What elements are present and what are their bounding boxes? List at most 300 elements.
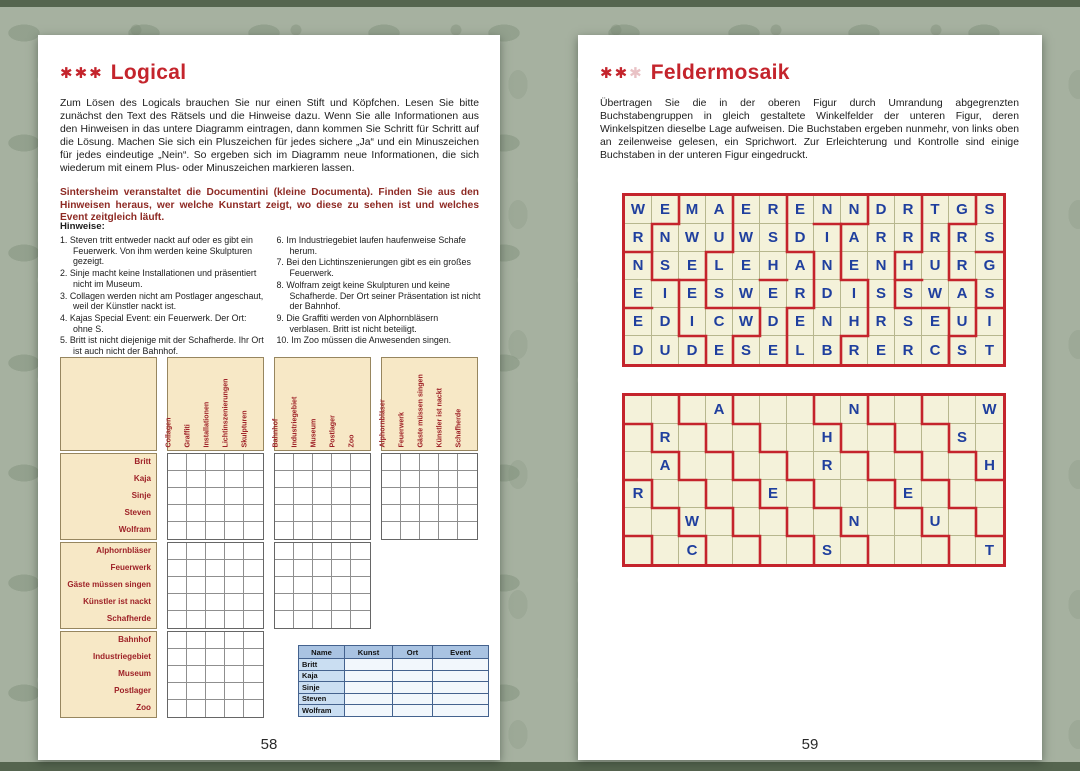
logic-grid-cells — [167, 453, 264, 540]
right-page — [578, 35, 1042, 760]
column-label — [347, 358, 370, 450]
logic-grid-cell — [187, 666, 206, 683]
solution-empty-cell — [433, 682, 489, 694]
upper-letter-grid — [622, 193, 1006, 367]
logic-grid-cell — [382, 488, 401, 505]
letter-cell — [868, 424, 895, 452]
logic-grid-cell — [313, 577, 332, 594]
letter-cell: S — [949, 336, 976, 364]
letter-cell: A — [706, 396, 733, 424]
column-label-text: Bahnhof — [271, 418, 280, 447]
logic-grid-cell — [244, 594, 263, 611]
letter-cell — [652, 480, 679, 508]
logic-grid-cell — [313, 594, 332, 611]
left-page-number: 58 — [260, 736, 278, 753]
row-label: Feuerwerk — [110, 563, 151, 572]
column-label-text: Gäste müssen singen — [416, 373, 425, 447]
letter-cell: D — [652, 308, 679, 336]
letter-cell — [625, 452, 652, 480]
letter-cell: I — [814, 224, 841, 252]
logic-grid-cell — [206, 611, 225, 628]
letter-cell: S — [814, 536, 841, 564]
logic-grid-cell — [206, 454, 225, 471]
logic-grid-cell — [187, 454, 206, 471]
logic-grid-cell — [206, 471, 225, 488]
letter-cell: N — [841, 396, 868, 424]
letter-cell: A — [706, 196, 733, 224]
solution-name-cell: Kaja — [299, 670, 345, 682]
logic-grid-cell — [332, 543, 351, 560]
logic-grid-cell — [313, 505, 332, 522]
lower-letter-grid — [622, 393, 1006, 567]
hints-columns — [60, 235, 481, 358]
letter-cell: E — [733, 252, 760, 280]
right-title-row — [600, 61, 790, 85]
logic-grid-cell — [187, 471, 206, 488]
letter-cell: N — [625, 252, 652, 280]
logic-grid-cell — [244, 454, 263, 471]
logic-grid-cell — [439, 471, 458, 488]
letter-cell: C — [706, 308, 733, 336]
letter-cell — [949, 480, 976, 508]
letter-cell — [841, 536, 868, 564]
column-label — [454, 358, 477, 450]
solution-header-cell: Kunst — [345, 646, 393, 659]
logic-grid-cell — [244, 543, 263, 560]
row-label: Schafherde — [106, 614, 151, 623]
logic-grid-cell — [244, 632, 263, 649]
logic-grid-cell — [458, 471, 477, 488]
solution-name-cell: Sinje — [299, 682, 345, 694]
logic-grid-cell — [206, 577, 225, 594]
logic-grid-cell — [275, 454, 294, 471]
letter-cell — [706, 536, 733, 564]
letter-cell: A — [787, 252, 814, 280]
logic-grid-cell — [351, 522, 370, 539]
hint-item: 6. Im Industriegebiet laufen haufenweise Schafe herum. — [276, 235, 466, 256]
logic-grid-cell — [275, 543, 294, 560]
letter-cell — [922, 452, 949, 480]
letter-cell: D — [814, 280, 841, 308]
star-icon: ✱ — [60, 65, 74, 82]
row-label: Alphornbläser — [96, 546, 151, 555]
feldermosaik-intro-text: Übertragen Sie die in der oberen Figur durch Umrandung abgegrenzten Buchstabengruppen in gleich gestaltete Winkelfelder der unteren Figur, deren Winkelspitzen dieselbe Lage aufweisen. Die Buchstaben ergeben nunmehr, von links oben an zeilenweise gelesen, ein Sprichwort. Zur Erleichterung und Kontrolle sind einige Buchstaben in der unteren Figur eingedruckt. — [600, 98, 1019, 162]
column-label-text: Graffiti — [183, 423, 192, 447]
letter-cell — [625, 536, 652, 564]
letter-cell — [949, 396, 976, 424]
logic-grid-cell — [275, 488, 294, 505]
logic-grid-cell — [294, 522, 313, 539]
logic-grid-cell — [420, 471, 439, 488]
letter-cell — [841, 452, 868, 480]
row-label: Steven — [124, 508, 151, 517]
letter-cell: E — [652, 196, 679, 224]
row-label: Museum — [118, 669, 151, 678]
letter-cell — [760, 508, 787, 536]
star-icon: ✱ — [600, 65, 614, 82]
letter-cell: E — [760, 336, 787, 364]
logic-grid-cell — [244, 666, 263, 683]
logic-grid-cell — [225, 471, 244, 488]
logic-grid-cell — [244, 560, 263, 577]
logic-grid-cell — [294, 594, 313, 611]
logic-grid-cell — [401, 505, 420, 522]
column-label-text: Museum — [309, 418, 318, 447]
logic-grid-column-labels — [271, 357, 371, 451]
column-label-text: Collagen — [164, 417, 173, 447]
solution-row — [299, 659, 489, 671]
logic-grid-cell — [275, 505, 294, 522]
solution-empty-cell — [433, 705, 489, 717]
logic-grid-cell — [332, 522, 351, 539]
star-icon: ✱ — [89, 65, 103, 82]
letter-cell — [760, 424, 787, 452]
logic-grid-cell — [168, 594, 187, 611]
solution-empty-cell — [393, 693, 433, 705]
letter-cell: E — [787, 308, 814, 336]
logic-grid-cell — [439, 454, 458, 471]
logic-grid-cell — [275, 471, 294, 488]
logic-grid-cells — [274, 542, 371, 629]
letter-cell — [841, 480, 868, 508]
right-page-number: 59 — [801, 736, 819, 753]
row-label: Postlager — [114, 686, 151, 695]
left-page-title: Logical — [110, 61, 187, 84]
row-labels — [60, 542, 157, 629]
logic-grid-cell — [275, 611, 294, 628]
left-title-row — [60, 61, 186, 85]
bottom-border-strip — [0, 762, 1080, 771]
logic-grid-cell — [244, 649, 263, 666]
logic-grid-cell — [187, 611, 206, 628]
column-label-text: Postlager — [328, 414, 337, 447]
logic-grid-cell — [225, 594, 244, 611]
logic-grid-cell — [313, 560, 332, 577]
logic-grid-cell — [225, 666, 244, 683]
letter-cell — [922, 424, 949, 452]
letter-cell: R — [949, 252, 976, 280]
letter-cell — [652, 396, 679, 424]
logic-grid-cell — [244, 522, 263, 539]
logic-grid-header-row — [60, 357, 478, 451]
letter-cell: U — [922, 508, 949, 536]
logic-grid-cell — [244, 488, 263, 505]
logic-grid-cell — [294, 471, 313, 488]
solution-empty-cell — [393, 705, 433, 717]
letter-cell — [733, 508, 760, 536]
logic-grid-cell — [351, 560, 370, 577]
letter-cell: R — [895, 224, 922, 252]
letter-cell: N — [868, 252, 895, 280]
letter-cell: R — [868, 308, 895, 336]
column-label — [240, 358, 263, 450]
logic-grid-cell — [458, 454, 477, 471]
logic-grid-cell — [401, 471, 420, 488]
letter-cell — [733, 536, 760, 564]
column-label-text: Schafherde — [454, 408, 463, 447]
letter-cell: H — [895, 252, 922, 280]
logic-grid-column-labels — [378, 357, 478, 451]
letter-cell: S — [895, 308, 922, 336]
letter-cell — [814, 396, 841, 424]
letter-cell — [787, 452, 814, 480]
letter-cell: E — [787, 196, 814, 224]
logic-grid-cell — [313, 488, 332, 505]
logic-grid-cell — [439, 522, 458, 539]
logic-grid-cell — [332, 577, 351, 594]
letter-cell — [814, 480, 841, 508]
letter-cell: L — [787, 336, 814, 364]
letter-cell: N — [841, 508, 868, 536]
solution-empty-cell — [393, 659, 433, 671]
logic-grid-cell — [420, 505, 439, 522]
solution-row — [299, 705, 489, 717]
letter-cell — [868, 536, 895, 564]
logic-grid-cell — [332, 505, 351, 522]
letter-cell — [868, 480, 895, 508]
letter-cell: S — [868, 280, 895, 308]
letter-cell — [733, 396, 760, 424]
letter-cell: W — [625, 196, 652, 224]
letter-cell: C — [922, 336, 949, 364]
solution-header-cell: Ort — [393, 646, 433, 659]
logic-grid-cell — [225, 649, 244, 666]
column-label-text: Alphornbläser — [378, 398, 387, 447]
logic-grid-cell — [332, 488, 351, 505]
letter-cell: W — [922, 280, 949, 308]
logic-grid-cell — [458, 522, 477, 539]
letter-cell — [652, 508, 679, 536]
logic-grid-cell — [225, 577, 244, 594]
logic-grid-cell — [294, 543, 313, 560]
logic-grid-cell — [206, 522, 225, 539]
letter-cell: W — [976, 396, 1003, 424]
letter-cell: S — [895, 280, 922, 308]
logic-grid-cell — [244, 471, 263, 488]
letter-cell — [733, 452, 760, 480]
logic-grid-cell — [225, 505, 244, 522]
logic-grid-cell — [187, 700, 206, 717]
solution-empty-cell — [345, 705, 393, 717]
logic-grid-cell — [351, 454, 370, 471]
letter-cell: R — [895, 196, 922, 224]
letter-cell — [706, 424, 733, 452]
letter-cell — [949, 536, 976, 564]
letter-cell: E — [625, 280, 652, 308]
row-label: Künstler ist nackt — [83, 597, 151, 606]
letter-cell: U — [706, 224, 733, 252]
letter-cell: A — [652, 452, 679, 480]
logic-grid-cell — [401, 454, 420, 471]
letter-cell: W — [679, 508, 706, 536]
logic-grid-cell — [313, 471, 332, 488]
logic-grid-cell — [187, 594, 206, 611]
difficulty-stars — [600, 64, 643, 82]
logic-grid-cell — [225, 560, 244, 577]
solution-table — [298, 645, 489, 717]
row-label: Wolfram — [118, 525, 151, 534]
letter-cell: E — [679, 252, 706, 280]
logic-grid-cell — [225, 632, 244, 649]
logical-intro-text: Zum Lösen des Logicals brauchen Sie nur einen Stift und Köpfchen. Lesen Sie bitte zunächst den Text des Rätsels und die Hinweise dazu. Wenn Sie alle Informationen aus den Hinweisen in das untere Diagramm eintragen, dann kommen Sie Schritt für Schritt auf die Lösung. Machen Sie sich ein Pluszeichen für jedes sichere „Ja“ und ein Minuszeichen für jedes eindeutige „Nein“. So ergeben sich im Diagramm neue Informationen, die sich wiederum mit einem Plus- oder Minuszeichen markieren lassen. — [60, 98, 479, 175]
logic-grid-cell — [206, 632, 225, 649]
letter-cell: D — [787, 224, 814, 252]
column-label-text: Feuerwerk — [397, 411, 406, 447]
logic-grid-cell — [206, 505, 225, 522]
logic-grid-cells — [381, 453, 478, 540]
letter-cell: R — [625, 480, 652, 508]
letter-cell: R — [814, 452, 841, 480]
letter-cell — [733, 424, 760, 452]
letter-cell: R — [895, 336, 922, 364]
letter-cell: R — [625, 224, 652, 252]
letter-cell: I — [976, 308, 1003, 336]
top-border-strip — [0, 0, 1080, 7]
letter-cell: U — [652, 336, 679, 364]
row-label: Sinje — [131, 491, 151, 500]
logic-grid-cell — [206, 543, 225, 560]
right-page-title: Feldermosaik — [650, 61, 790, 84]
logic-grid-cell — [225, 454, 244, 471]
letter-cell: A — [949, 280, 976, 308]
letter-cell: E — [760, 280, 787, 308]
logic-grid-cell — [351, 577, 370, 594]
logic-grid-cell — [275, 560, 294, 577]
solution-empty-cell — [433, 670, 489, 682]
logic-grid-cell — [294, 611, 313, 628]
solution-empty-cell — [345, 659, 393, 671]
logic-grid-cell — [382, 522, 401, 539]
logic-grid-cell — [187, 560, 206, 577]
logic-grid-cell — [244, 700, 263, 717]
logic-grid-cell — [225, 522, 244, 539]
letter-cell: R — [868, 224, 895, 252]
logic-grid-cell — [351, 594, 370, 611]
letter-cell — [760, 452, 787, 480]
letter-cell — [652, 536, 679, 564]
logic-grid-cell — [206, 649, 225, 666]
hint-item: 5. Britt ist nicht diejenige mit der Schafherde. Ihr Ort ist auch nicht der Bahnhof. — [60, 335, 264, 357]
logic-grid-cells — [167, 542, 264, 629]
logic-grid-cell — [168, 611, 187, 628]
logic-grid-cell — [275, 577, 294, 594]
solution-name-cell: Steven — [299, 693, 345, 705]
letter-cell — [760, 396, 787, 424]
column-label-text: Skulpturen — [240, 409, 249, 447]
logic-grid-cell — [168, 632, 187, 649]
letter-cell: S — [949, 424, 976, 452]
letter-cell: E — [625, 308, 652, 336]
logic-grid-cell — [420, 522, 439, 539]
row-label: Kaja — [133, 474, 151, 483]
logic-grid-cells — [274, 453, 371, 540]
left-page — [38, 35, 500, 760]
star-icon: ✱ — [74, 65, 89, 82]
letter-cell: R — [949, 224, 976, 252]
column-label-text: Lichtinszenierungen — [221, 378, 230, 447]
letter-cell — [868, 452, 895, 480]
logic-grid-cell — [351, 471, 370, 488]
letter-cell: D — [760, 308, 787, 336]
logic-grid-cell — [382, 454, 401, 471]
letter-cell — [733, 480, 760, 508]
logic-grid-cell — [332, 454, 351, 471]
letter-cell: E — [760, 480, 787, 508]
logic-grid-cell — [244, 683, 263, 700]
letter-cell: H — [976, 452, 1003, 480]
hint-item: 4. Kajas Special Event: ein Feuerwerk. Der Ort: ohne S. — [60, 312, 247, 334]
letter-cell: D — [625, 336, 652, 364]
logic-grid-corner — [60, 357, 157, 451]
hints-column-2 — [277, 235, 482, 358]
solution-empty-cell — [345, 682, 393, 694]
logic-grid-cell — [168, 505, 187, 522]
letter-cell: T — [984, 341, 995, 359]
logic-grid-cell — [439, 488, 458, 505]
hint-item: 10. Im Zoo müssen die Anwesenden singen. — [276, 335, 452, 346]
logic-grid-cell — [439, 505, 458, 522]
logic-grid-cell — [313, 543, 332, 560]
star-icon: ✱ — [614, 65, 629, 82]
logic-grid-cell — [294, 488, 313, 505]
solution-empty-cell — [393, 670, 433, 682]
logic-grid-cell — [294, 560, 313, 577]
logic-grid-cell — [206, 560, 225, 577]
letter-cell — [625, 424, 652, 452]
logic-grid-cell — [168, 488, 187, 505]
logic-grid-cell — [206, 683, 225, 700]
letter-cell: G — [949, 196, 976, 224]
logic-grid-cell — [187, 683, 206, 700]
logic-grid-cell — [168, 700, 187, 717]
letter-cell — [895, 536, 922, 564]
logic-grid-cell — [225, 700, 244, 717]
logic-grid-cell — [187, 543, 206, 560]
letter-cell: T — [984, 541, 995, 559]
logic-grid-cell — [168, 666, 187, 683]
solution-name-cell: Wolfram — [299, 705, 345, 717]
letter-cell — [922, 396, 949, 424]
letter-cell: R — [922, 224, 949, 252]
logic-grid-cell — [244, 577, 263, 594]
letter-cell — [706, 452, 733, 480]
solution-empty-cell — [433, 659, 489, 671]
letter-cell — [787, 508, 814, 536]
hints-column-1 — [60, 235, 265, 358]
row-label: Bahnhof — [118, 635, 151, 644]
letter-cell — [949, 452, 976, 480]
hints-title: Hinweise: — [60, 221, 105, 232]
row-label: Gäste müssen singen — [67, 580, 151, 589]
logic-grid-cell — [313, 611, 332, 628]
letter-cell: W — [679, 224, 706, 252]
letter-cell: S — [976, 196, 1003, 224]
solution-header-cell: Event — [433, 646, 489, 659]
logic-grid-cells — [167, 631, 264, 718]
logic-grid-cell — [187, 632, 206, 649]
letter-cell: A — [841, 224, 868, 252]
logic-grid-cell — [420, 454, 439, 471]
letter-cell: E — [922, 308, 949, 336]
logic-grid-cell — [294, 577, 313, 594]
logic-grid-cell — [225, 488, 244, 505]
letter-cell — [895, 508, 922, 536]
letter-cell: I — [841, 280, 868, 308]
letter-cell: E — [895, 480, 922, 508]
letter-cell: M — [679, 196, 706, 224]
logic-grid-cell — [168, 683, 187, 700]
letter-cell: H — [841, 308, 868, 336]
